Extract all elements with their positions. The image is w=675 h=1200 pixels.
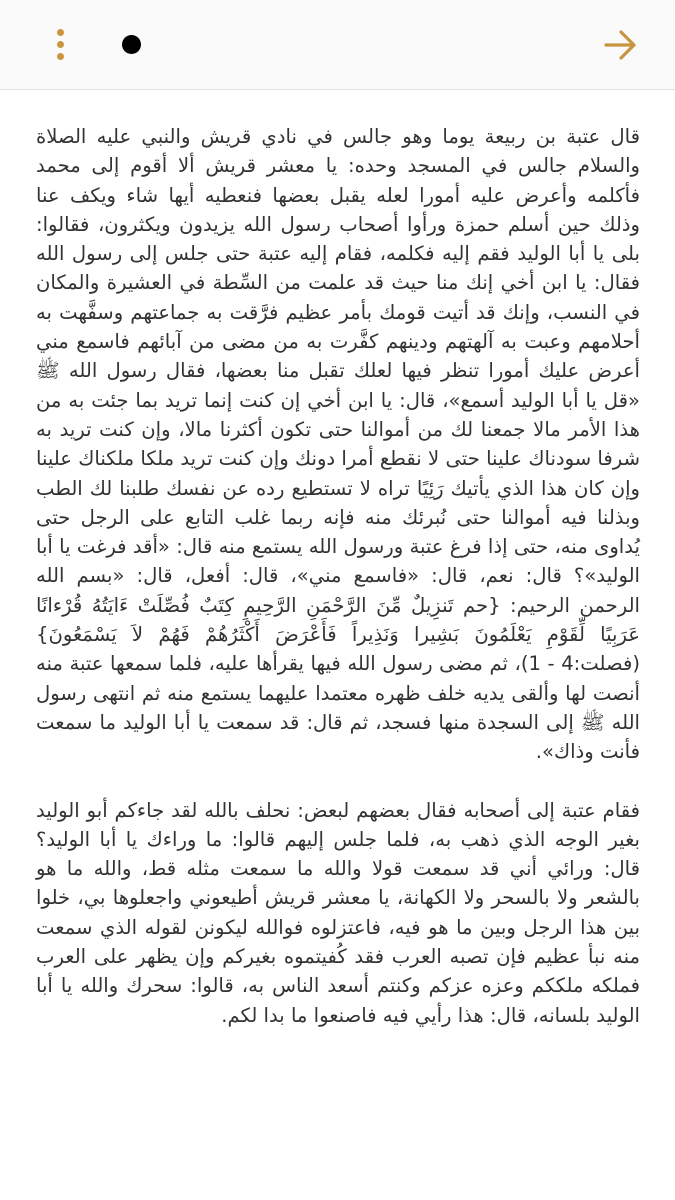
article-body <box>36 122 640 1030</box>
more-vertical-icon[interactable] <box>44 24 76 66</box>
menu-dot <box>57 29 64 36</box>
dot-indicator-icon <box>122 35 141 54</box>
menu-dot <box>57 53 64 60</box>
article-paragraph: فقام عتبة إلى أصحابه فقال بعضهم لبعض: نحلف بالله لقد جاءكم أبو الوليد بغير الوجه الذي ذهب به، فلما جلس إليهم قالوا: ما وراءك يا أبا الوليد؟ قال: ورائي أني قد سمعت قولا والله ما سمعت مثله قط، والله ما هو بالشعر ولا بالسحر ولا الكهانة، يا معشر قريش أطيعوني واجعلوها بي، خلوا بين هذا الرجل وبين ما هو فيه، فاعتزلوه فوالله ليكونن لقوله الذي سمعت منه نبأ عظيم فإن تصبه العرب فقد كُفيتموه بغيركم وإن يظهر على العرب فملكه ملككم وعزه عزكم وكنتم أسعد الناس به، قالوا: سحرك والله يا أبا الوليد بلسانه، قال: هذا رأيي فيه فاصنعوا ما بدا لكم. <box>36 798 640 1027</box>
arrow-right-icon[interactable] <box>600 26 642 64</box>
article-paragraph: قال عتبة بن ربيعة يوما وهو جالس في نادي قريش والنبي عليه الصلاة والسلام جالس في المسجد وحده: يا معشر قريش ألا أقوم إلى محمد فأكلمه وأعرض عليه أمورا لعله يقبل بعضها فنعطيه أيها شاء ويكف عنا وذلك حين أسلم حمزة ورأوا أصحاب رسول الله يزيدون ويكثرون، فقالوا: بلى يا أبا الوليد فقم إليه فكلمه، فقام إليه عتبة حتى جلس إلى رسول الله فقال: يا ابن أخي إنك منا حيث قد علمت من السِّطة في العشيرة والمكان في النسب، وإنك قد أتيت قومك بأمر عظيم فرَّقت به جماعتهم وسفَّهت به أحلامهم وعبت به آلهتهم ودينهم كفَّرت به من مضى من آبائهم فاسمع مني أعرض عليك أمورا تنظر فيها لعلك تقبل منا بعضها، فقال رسول الله ﷺ «قل يا أبا الوليد أسمع»، قال: يا ابن أخي إن كنت إنما تريد بما جئت به من هذا الأمر مالا جمعنا لك من أموالنا حتى تكون أكثرنا مالا، وإن كنت تريد به شرفا سودناك علينا حتى لا نقطع أمرا دونك وإن كنت تريد ملكا ملكناك علينا وإن كان هذا الذي يأتيك رَئِيًا تراه لا تستطيع رده عن نفسك طلبنا لك الطب وبذلنا فيه أموالنا حتى نُبرئك منه فإنه ربما غلب التابع على الرجل حتى يُداوى منه، حتى إذا فرغ عتبة ورسول الله يستمع منه قال: «أقد فرغت يا أبا الوليد»؟ قال: نعم، قال: «فاسمع مني»، قال: أفعل، قال: «بسم الله الرحمن الرحيم: {حم تَنزِيلٌ مِّنَ الرَّحْمَنِ الرَّحِيمِ كِتَبٌ فُصِّلَتْ ءَايَتُهُ قُرْءانًا عَرَبِيًا لِّقَوْمِ يَعْلَمُونَ بَشِيرا وَنَذِيراً فَأَعْرَضَ أَكْثَرُهُمْ فَهُمْ لاَ يَسْمَعُونَ} (فصلت:4 - 1)، ثم مضى رسول الله فيها يقرأها عليه، فلما سمعها عتبة منه أنصت لها وألقى يديه خلف ظهره معتمدا عليهما يستمع منه ثم انتهى رسول الله ﷺ إلى السجدة منها فسجد، ثم قال: قد سمعت يا أبا الوليد ما سمعت فأنت وذاك». <box>36 125 640 764</box>
menu-dot <box>57 41 64 48</box>
top-toolbar <box>0 0 675 90</box>
